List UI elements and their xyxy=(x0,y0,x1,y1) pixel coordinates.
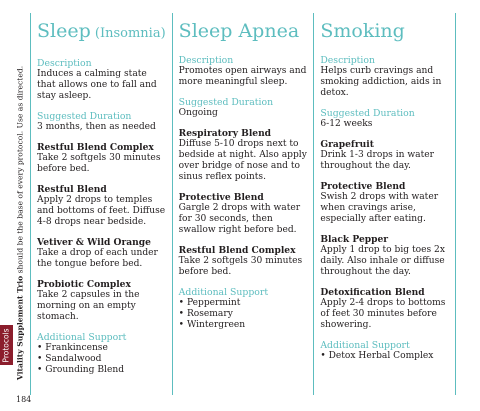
oil-heading: Respiratory Blend xyxy=(178,128,272,139)
support-item: • Sandalwood xyxy=(37,354,167,365)
oil-heading: Restful Blend Complex xyxy=(178,245,296,256)
support-list xyxy=(179,298,309,331)
vitality-note-bold: Vitality Supplement Trio xyxy=(15,275,25,381)
instruction-text: Ongoing xyxy=(178,108,218,118)
section-label: Suggested Duration xyxy=(178,97,274,108)
oil-heading: Probiotic Complex xyxy=(37,279,131,290)
instruction-text: Swish 2 drops with water when cravings arise, especially after eating. xyxy=(320,192,439,224)
protocols-tab-label: Protocols xyxy=(2,327,12,363)
section-label: Additional Support xyxy=(320,340,410,351)
oil-heading: Detoxification Blend xyxy=(320,287,425,298)
instruction-text: Take 2 capsules in the morning on an empty stomach. xyxy=(37,290,140,322)
vitality-note xyxy=(14,58,26,388)
instruction-text: Apply 2-4 drops to bottoms of feet 30 minutes before showering. xyxy=(320,298,446,330)
instruction-text: Helps curb cravings and smoking addiction, aids in detox. xyxy=(320,66,442,98)
page-number: 184 xyxy=(16,395,32,404)
support-item: • Rosemary xyxy=(179,309,309,320)
section-label: Suggested Duration xyxy=(320,108,415,119)
section-label: Suggested Duration xyxy=(37,111,132,122)
oil-heading: Grapefruit xyxy=(320,139,374,150)
instruction-text: Induces a calming state that allows one to fall and stay asleep. xyxy=(37,69,157,101)
support-item: • Frankincense xyxy=(37,343,167,354)
section-label: Description xyxy=(37,58,92,69)
support-item: • Peppermint xyxy=(179,298,309,309)
instruction-text: 3 months, then as needed xyxy=(37,122,156,132)
instruction-text: Diffuse 5-10 drops next to bedside at night. Also apply over bridge of nose and to sinus reflex points. xyxy=(178,139,307,182)
support-list xyxy=(37,343,167,376)
section-label: Additional Support xyxy=(37,332,127,343)
instruction-text: Take 2 softgels 30 minutes before bed. xyxy=(178,256,303,277)
column-title-main: Sleep xyxy=(37,20,91,42)
instruction-text: 6-12 weeks xyxy=(320,119,373,129)
instruction-text: Apply 1 drop to big toes 2x daily. Also inhale or diffuse throughout the day. xyxy=(320,245,445,277)
vitality-note-text: should be the base of every protocol. Use as directed. xyxy=(15,65,25,276)
instruction-text: Take a drop of each under the tongue before bed. xyxy=(37,248,158,269)
oil-heading: Restful Blend xyxy=(37,184,107,195)
support-item: • Grounding Blend xyxy=(37,365,167,376)
column-sleep xyxy=(31,13,172,395)
column-title xyxy=(320,19,450,43)
column-title-main: Smoking xyxy=(320,20,405,42)
oil-heading: Restful Blend Complex xyxy=(37,142,154,153)
column-title xyxy=(37,19,167,46)
column-title-main: Sleep Apnea xyxy=(178,20,300,42)
oil-heading: Protective Blend xyxy=(320,181,406,192)
column-smoking xyxy=(313,13,455,395)
instruction-text: Apply 2 drops to temples and bottoms of feet. Diffuse 4-8 drops near bedside. xyxy=(37,195,166,227)
oil-heading: Vetiver & Wild Orange xyxy=(37,237,151,248)
instruction-text: Drink 1-3 drops in water throughout the day. xyxy=(320,150,434,171)
instruction-text: Promotes open airways and more meaningful sleep. xyxy=(178,66,307,87)
support-item: • Wintergreen xyxy=(179,320,309,331)
column-title-sub: (Insomnia) xyxy=(90,26,166,41)
support-list xyxy=(320,351,450,362)
section-label: Description xyxy=(178,55,234,66)
instruction-text: Gargle 2 drops with water for 30 seconds, then swallow right before bed. xyxy=(178,203,301,235)
column-title xyxy=(179,19,309,43)
section-label: Additional Support xyxy=(178,287,269,298)
oil-heading: Protective Blend xyxy=(178,192,264,203)
instruction-text: Take 2 softgels 30 minutes before bed. xyxy=(37,153,161,174)
protocols-tab[interactable] xyxy=(0,325,13,365)
protocol-table xyxy=(30,13,456,395)
column-sleep-apnea xyxy=(172,13,314,395)
section-label: Description xyxy=(320,55,375,66)
support-item: • Detox Herbal Complex xyxy=(320,351,450,362)
oil-heading: Black Pepper xyxy=(320,234,389,245)
